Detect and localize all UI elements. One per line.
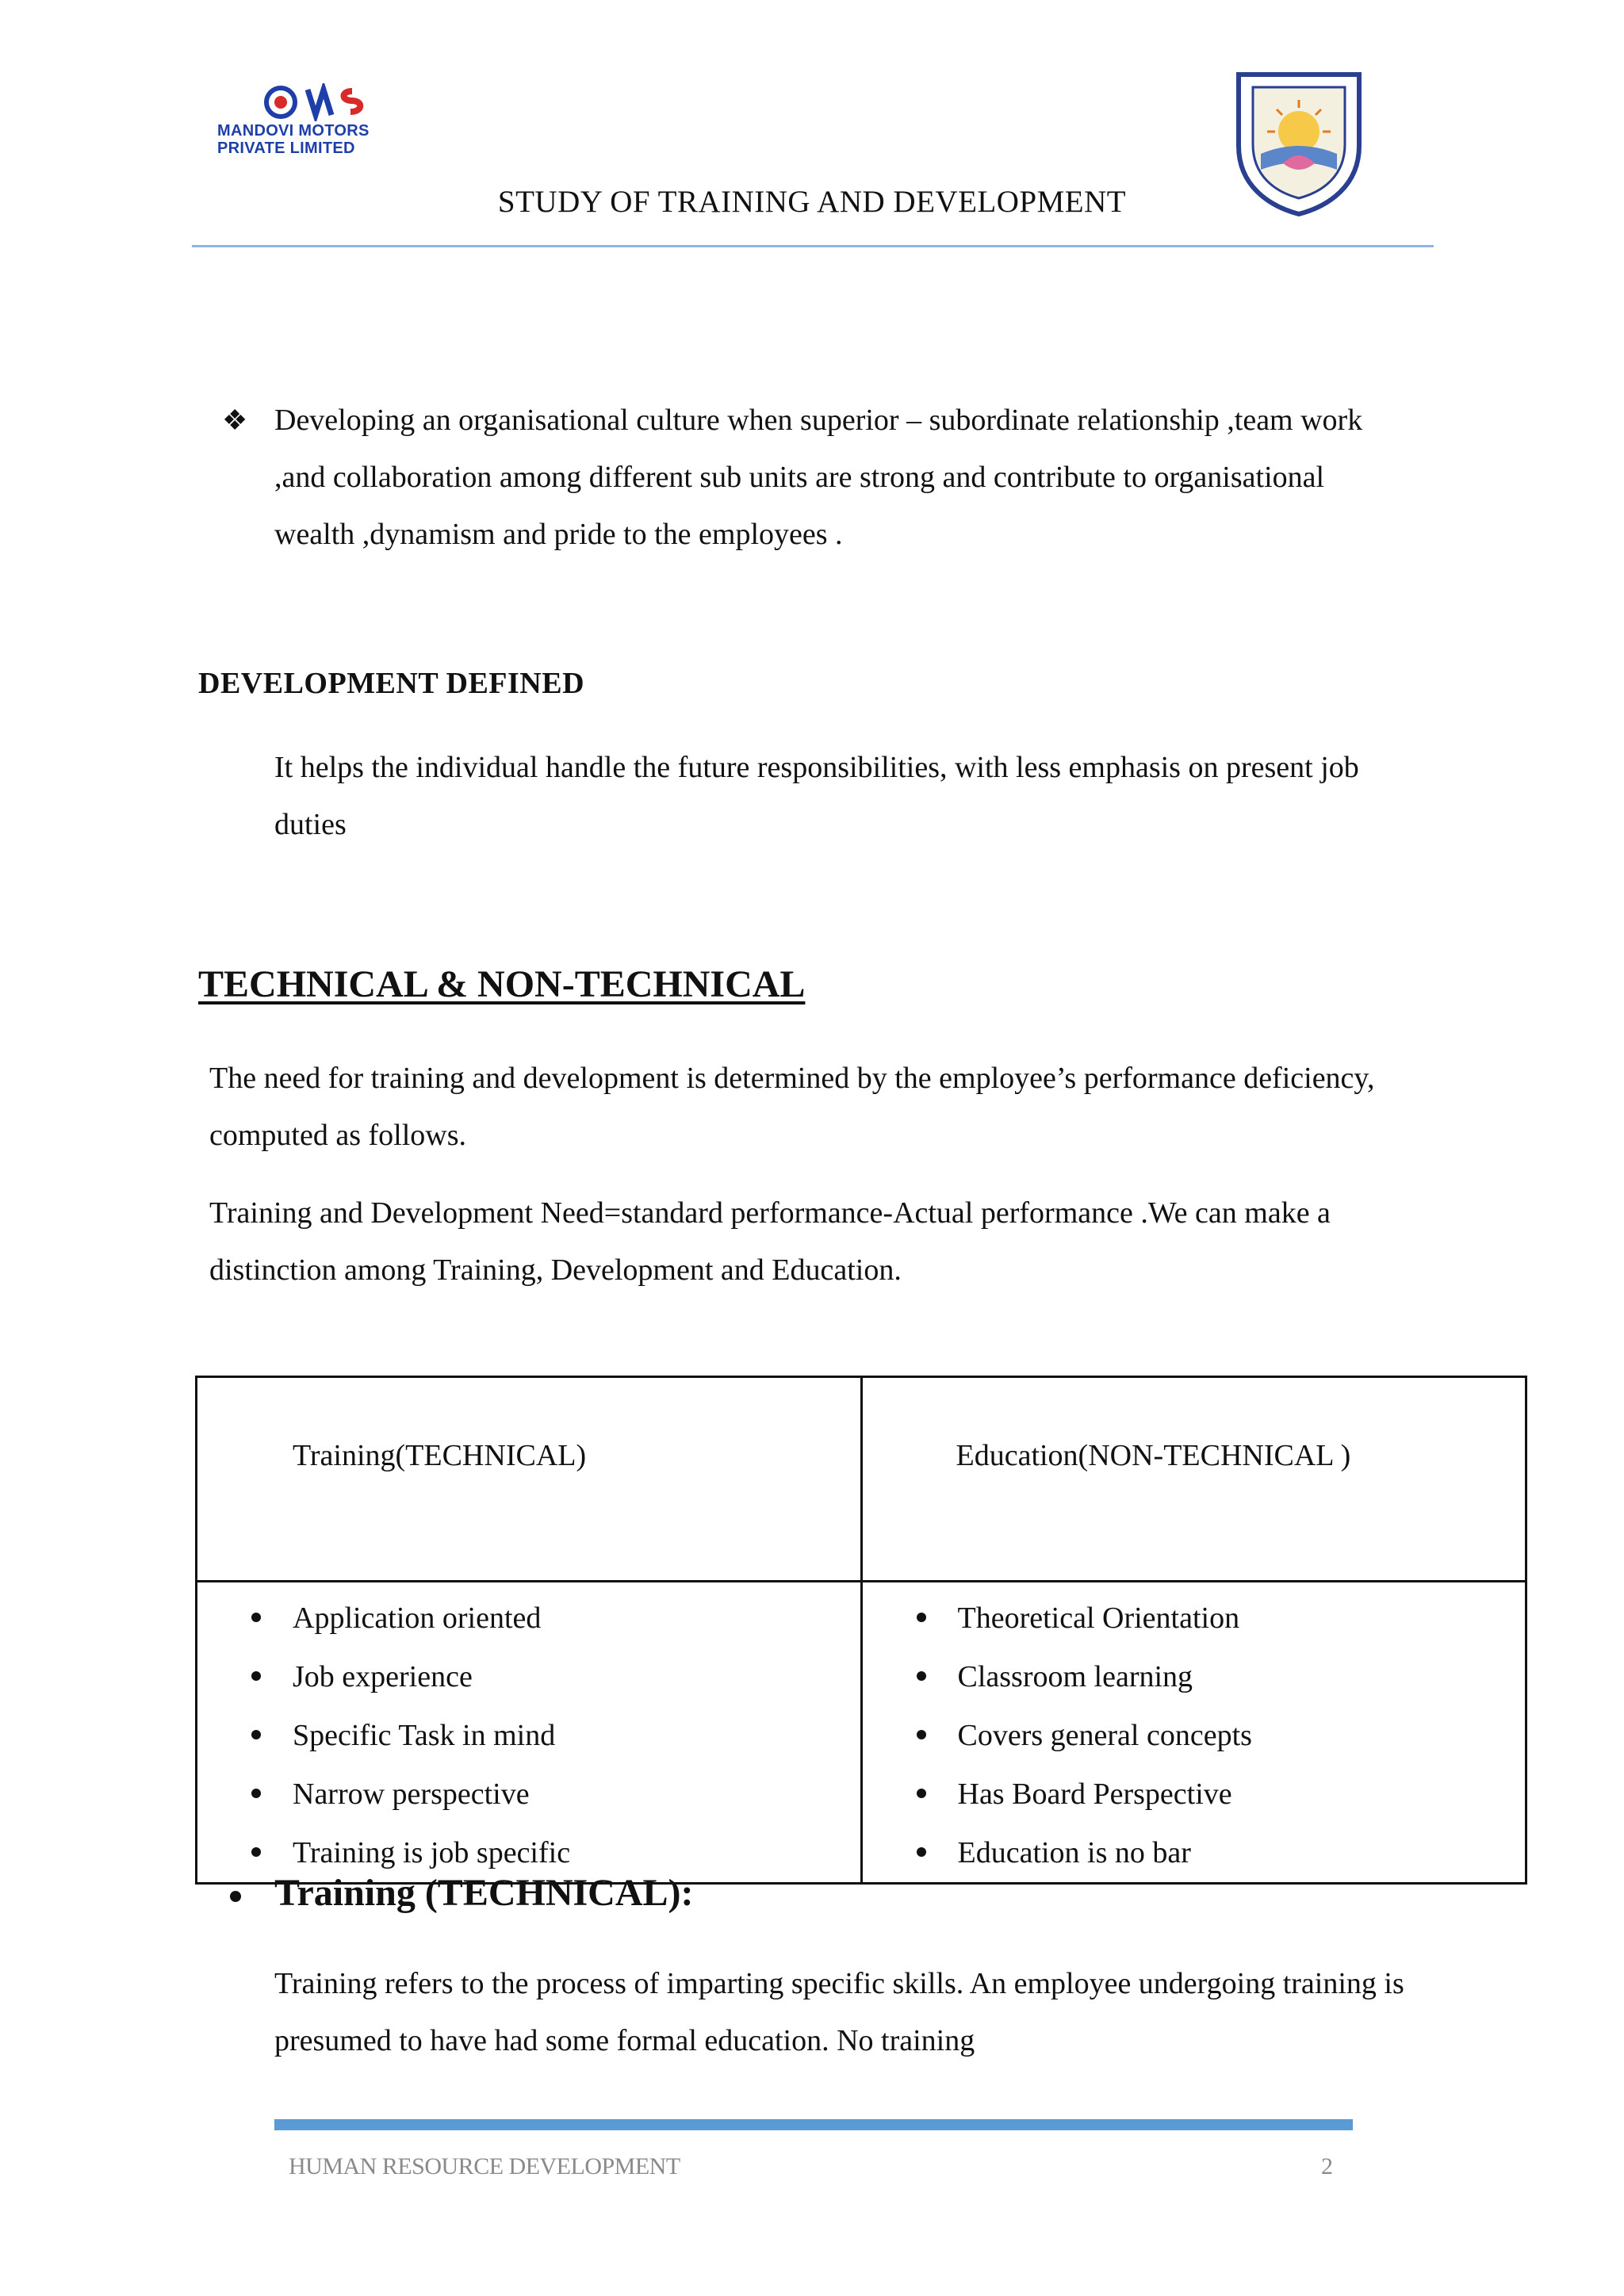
training-list	[197, 1582, 860, 1882]
table-header-education	[861, 1377, 1526, 1582]
education-cell	[861, 1582, 1526, 1884]
list-item: Narrow perspective	[197, 1765, 860, 1823]
list-item: Classroom learning	[863, 1647, 1526, 1706]
brand-marks-icon	[263, 83, 382, 121]
footer-label: HUMAN RESOURCE DEVELOPMENT	[289, 2153, 680, 2179]
list-item: Has Board Perspective	[863, 1765, 1526, 1823]
logo-text-line2: PRIVATE LIMITED	[217, 140, 355, 157]
comparison-table	[195, 1376, 1527, 1885]
list-item: Specific Task in mind	[197, 1706, 860, 1765]
intro-bullet-text: Developing an organisational culture when superior – subordinate relationship ,team work ,and collaboration among different sub units are strong and contribute to organisational wealth ,dynamism and pride to the employees .	[274, 404, 1363, 551]
list-item: Application oriented	[197, 1589, 860, 1647]
list-item: Covers general concepts	[863, 1706, 1526, 1765]
training-cell	[197, 1582, 862, 1884]
training-paragraph: Training refers to the process of imparting specific skills. An employee undergoing training is presumed to have had some formal education. No training	[274, 1967, 1404, 2057]
table-header-row	[197, 1377, 1526, 1582]
header-divider	[192, 245, 1434, 247]
table-header-training-label: Training(TECHNICAL)	[293, 1439, 587, 1472]
logo-text-line1: MANDOVI MOTORS	[217, 122, 370, 140]
bullet-dot-icon	[230, 1891, 241, 1902]
technical-heading: TECHNICAL & NON-TECHNICAL	[198, 963, 806, 1005]
table-header-training	[197, 1377, 862, 1582]
page-header-title: STUDY OF TRAINING AND DEVELOPMENT	[497, 185, 1127, 219]
technical-paragraph-1: The need for training and development is determined by the employee’s performance deficiency, computed as follows.	[209, 1062, 1375, 1152]
technical-paragraph-2: Training and Development Need=standard performance-Actual performance .We can make a distinction among Training, Development and Education.	[209, 1196, 1331, 1287]
page-number: 2	[1321, 2153, 1333, 2179]
logo-marks	[263, 82, 400, 122]
list-item: Job experience	[197, 1647, 860, 1706]
list-item: Training is job specific	[197, 1823, 860, 1882]
development-defined-text: It helps the individual handle the future responsibilities, with less emphasis on present job duties	[274, 751, 1359, 841]
training-heading: Training (TECHNICAL):	[274, 1872, 694, 1914]
development-defined-heading: DEVELOPMENT DEFINED	[198, 667, 585, 700]
list-item: Education is no bar	[863, 1823, 1526, 1882]
education-list	[863, 1582, 1526, 1882]
list-item: Theoretical Orientation	[863, 1589, 1526, 1647]
mandovi-motors-logo	[217, 82, 400, 170]
footer-bar	[274, 2119, 1353, 2130]
table-header-education-label: Education(NON-TECHNICAL )	[956, 1439, 1351, 1472]
diamond-bullet-icon: ❖	[222, 404, 248, 436]
table-row	[197, 1582, 1526, 1884]
